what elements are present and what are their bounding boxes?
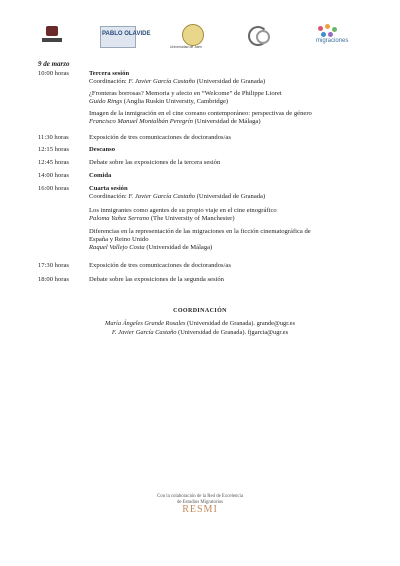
item-text: Exposición de tres comunicaciones de doctorandos/as [89,134,231,141]
time: 14:00 horas [38,172,69,179]
time: 12:45 horas [38,159,69,166]
coordination-line: Coordinación: F. Javier García Castaño (Universidad de Granada) [89,78,266,86]
ugr-bar [42,38,62,42]
item-text: Debate sobre las exposiciones de la tercera sesión [89,159,221,166]
footer-line-2: de Estudios Migratorios [176,500,224,505]
dot-icon [325,24,330,29]
time: 11:30 horas [38,134,69,141]
item-text: Debate sobre las exposiciones de la segunda sesión [89,276,224,283]
coordination-heading: COORDINACIÓN [173,308,227,314]
ugr-crest-icon [46,26,58,36]
po-box [100,26,136,48]
dot-icon [318,26,323,31]
dot-icon [332,27,337,32]
footer-line-1: Con la colaboración de la Red de Excelencia [157,494,243,499]
seal-icon [182,24,204,46]
coordination-line: Coordinación: F. Javier García Castaño (Universidad de Granada) [89,193,266,201]
talk-title: Los inmigrantes como agentes de su propio viaje en el cine etnográfico [89,207,277,214]
pablo-olavide-logo [94,24,151,50]
time: 17:30 horas [38,262,69,269]
time: 18:00 horas [38,276,69,283]
speaker: Raquel Vallejo Costa (Universidad de Málaga) [89,244,213,252]
day-heading: 9 de marzo [38,60,70,68]
migraciones-text: migraciones [316,38,349,44]
speaker: Francisco Manuel Montalbán Peregrín (Universidad de Málaga) [89,118,261,126]
speaker: Guido Rings (Anglia Ruskin University, Cambridge) [89,98,229,106]
time: 12:15 horas [38,146,69,153]
speaker: Paloma Yañez Serrano (The University of Manchester) [89,215,235,223]
ring-icon-2 [256,30,270,44]
item-title: Comida [89,172,112,179]
item-text: Exposición de tres comunicaciones de doctorandos/as [89,262,231,269]
universidad-jaen-logo [170,24,216,50]
item-title: Descanso [89,146,116,153]
session-title: Tercera sesión [89,70,130,77]
dot-icon [321,32,326,37]
uja-caption: Universidad de Jaén [170,45,202,49]
resmi-logo: RESMI [182,504,218,515]
time: 10:00 horas [38,70,69,77]
po-text: PABLO OLAVIDE [102,31,151,37]
talk-title-cont: España y Reino Unido [89,236,149,244]
migraciones-logo [312,24,362,50]
footer [0,494,400,513]
dot-icon [328,32,333,37]
talk-title: ¿Fronteras borrosas? Memoria y afecto en “Welcome” de Philippe Lioret [89,90,282,97]
coordinator-1: María Ángeles Grande Rosales (Universidad de Granada). grande@ugr.es [105,320,295,327]
ugr-logo [42,24,64,50]
session-title: Cuarta sesión [89,185,128,192]
talk-title: Diferencias en la representación de las migraciones en la ficción cinematográfica de [89,228,311,235]
logo-strip [38,24,362,52]
time: 16:00 horas [38,185,69,192]
coordinator-2: F. Javier García Castaño (Universidad de Granada). fjgarcia@ugr.es [111,329,289,336]
talk-title: Imagen de la inmigración en el cine coreano contemporáneo: perspectivas de género [89,110,312,117]
gi-logo [246,24,276,50]
